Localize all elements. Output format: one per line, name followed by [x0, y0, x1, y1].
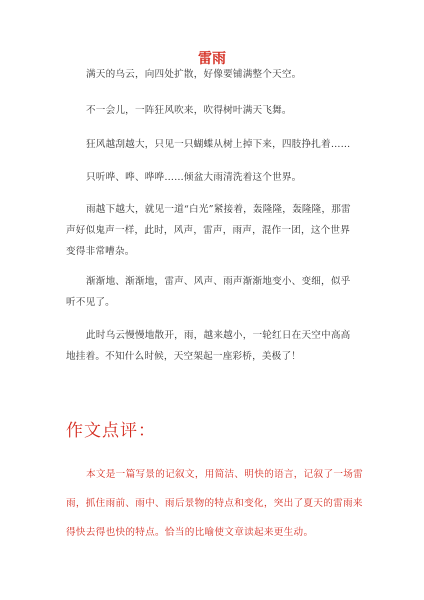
paragraph-2: 不一会儿，一阵狂风吹来，吹得树叶满天飞舞。 — [86, 105, 292, 116]
paragraph-6: 渐渐地、渐渐地，雷声、风声、雨声渐渐地变小、变细，似乎听不见了。 — [66, 276, 351, 308]
paragraph-5: 雨越下越大，就见一道“白光”紧接着，轰隆隆，轰隆隆，那雷声好似鬼声一样，此时，风声，雷声，雨声，混作一团，这个世界变得非常嘈杂。 — [66, 204, 351, 257]
paragraph-7: 此时乌云慢慢地散开，雨，越来越小，一轮红日在天空中高高地挂着。不知什么时候，天空架起一座彩桥，美极了！ — [66, 330, 351, 362]
paragraph-1: 满天的乌云，向四处扩散，好像要铺满整个天空。 — [86, 69, 302, 80]
essay-title: 雷雨 — [198, 51, 226, 67]
paragraph-4: 只听哗、哗、哗哗……倾盆大雨清洗着这个世界。 — [86, 172, 302, 183]
paragraph-3: 狂风越刮越大，只见一只蝴蝶从树上掉下来，四肢挣扎着…… — [86, 139, 351, 150]
comment-text: 本文是一篇写景的记叙文，用简洁、明快的语言，记叙了一场雷雨，抓住雨前、雨中、雨后景物的特点和变化，突出了夏天的雷雨来得快去得也快的特点。恰当的比喻使文章读起来更生动。 — [66, 469, 364, 538]
comment-heading: 作文点评： — [66, 421, 156, 441]
